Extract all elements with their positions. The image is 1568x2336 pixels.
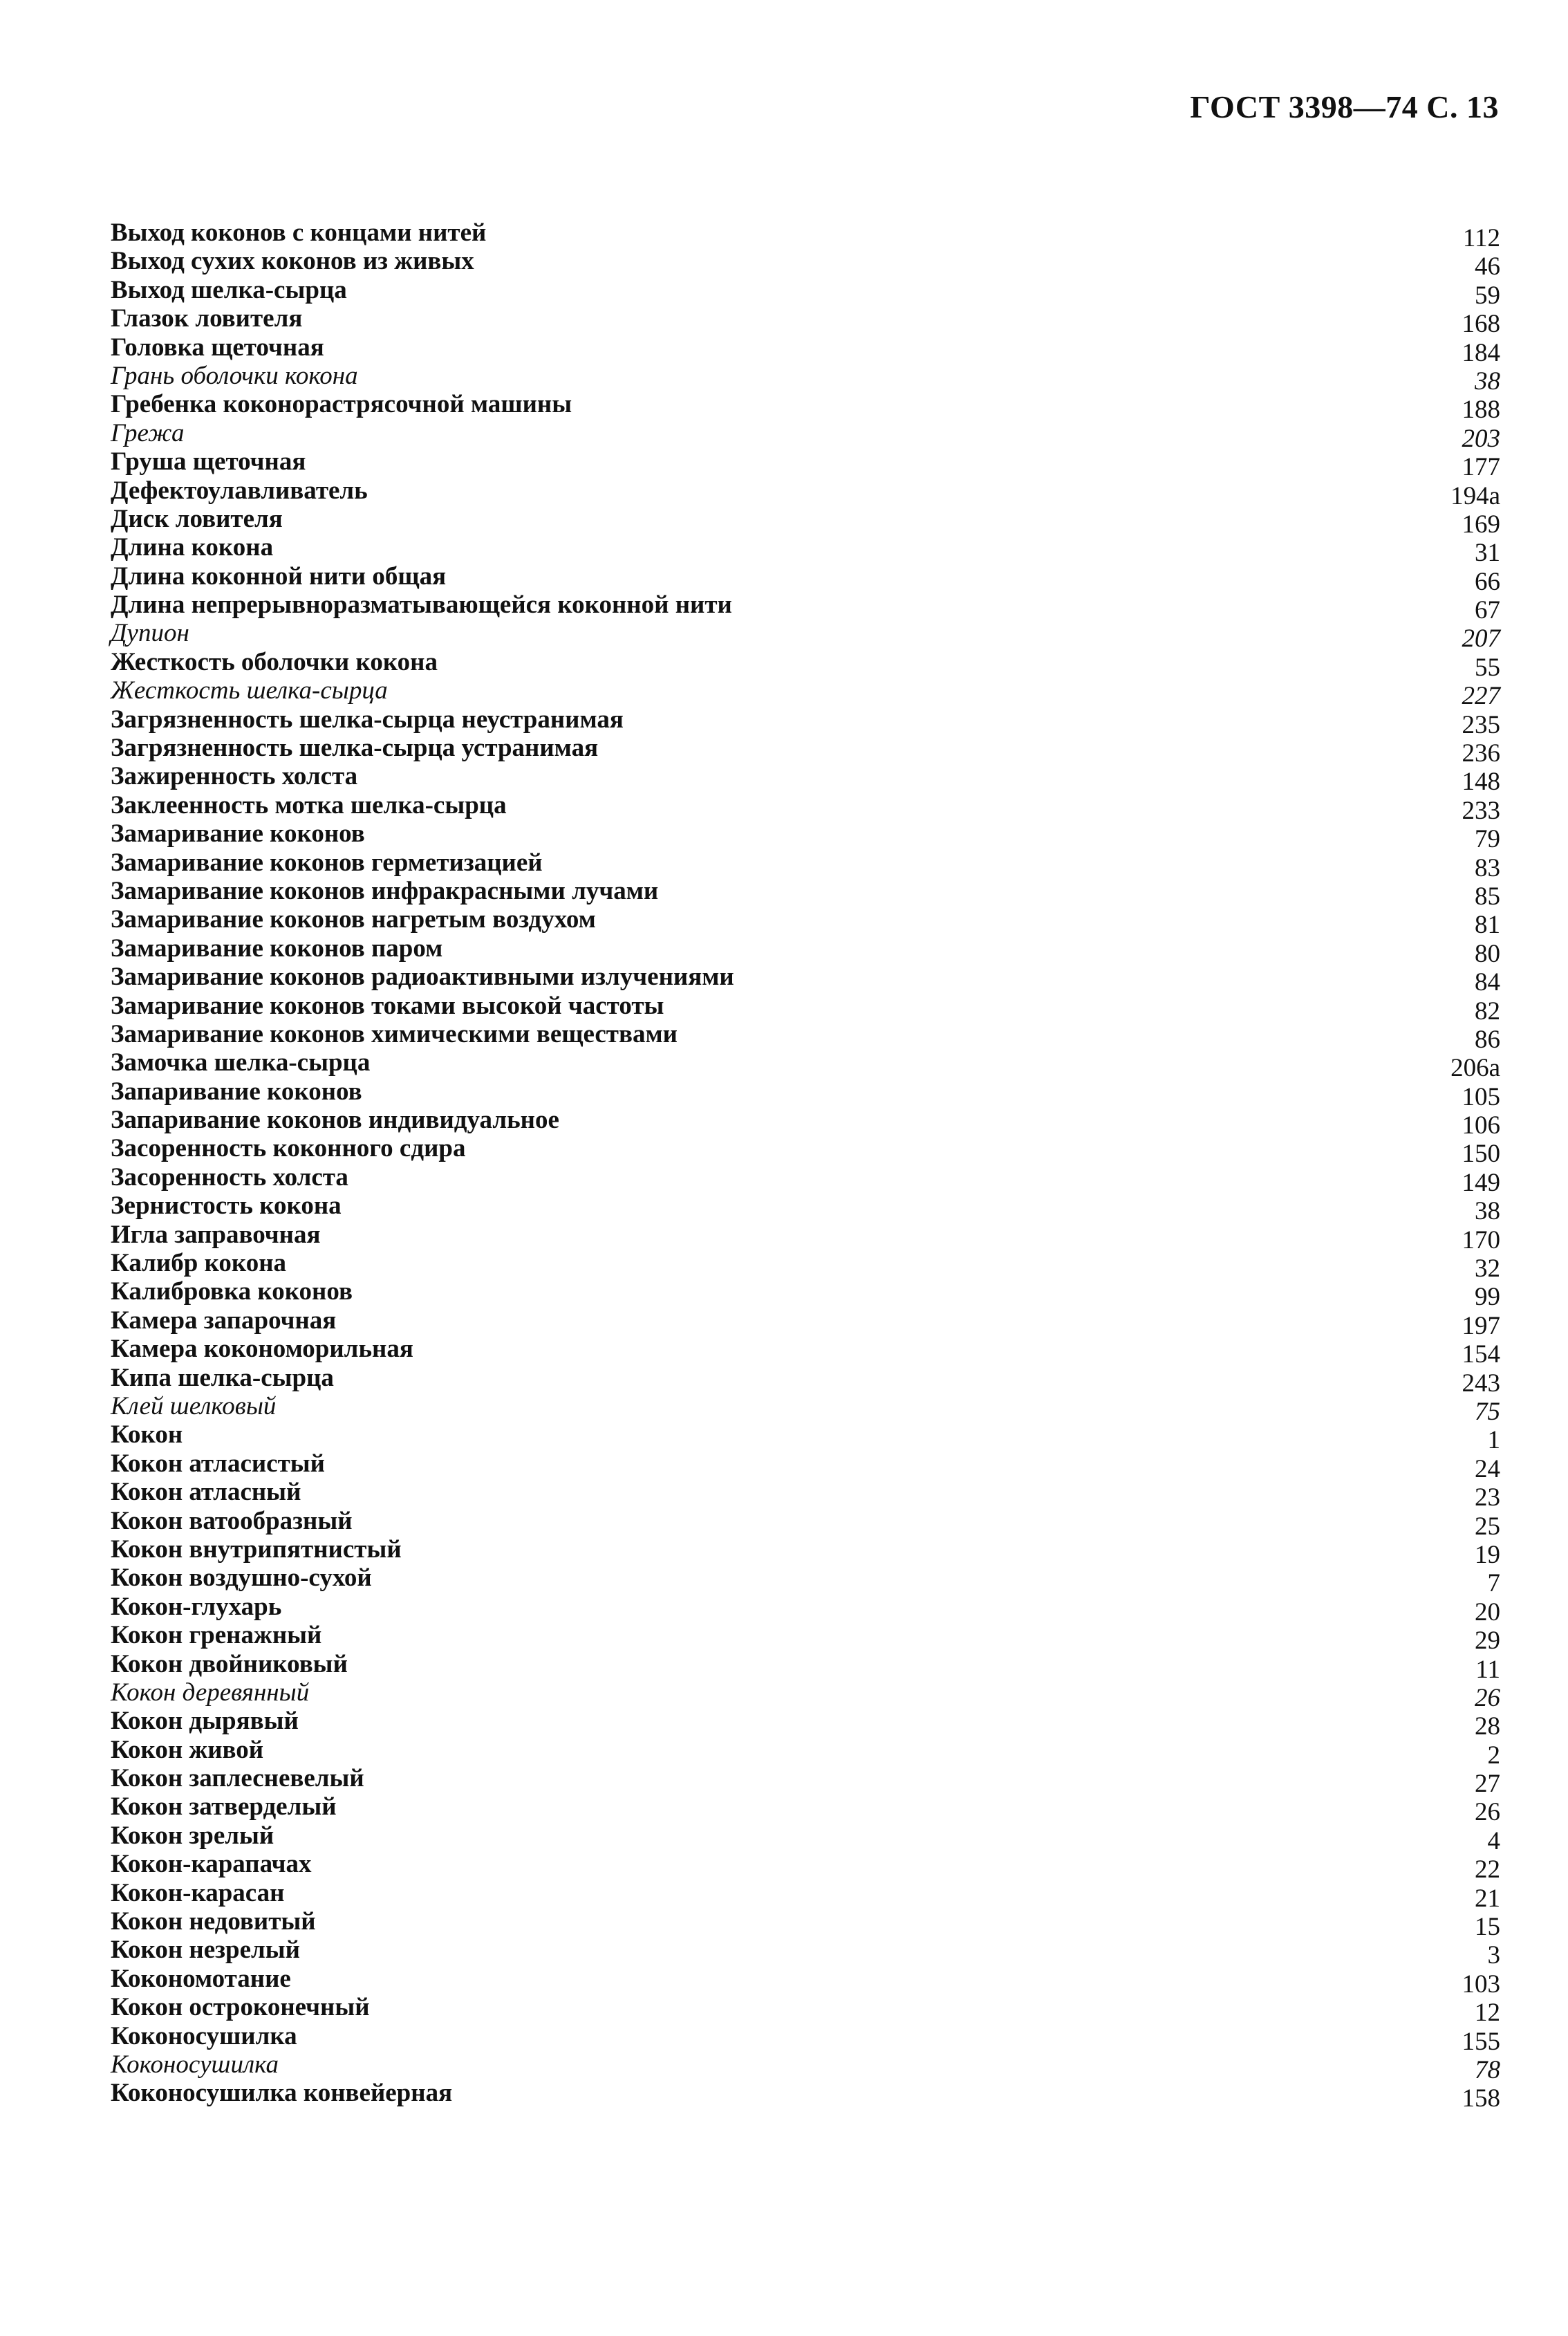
- index-term: Кокон гренажный: [111, 1621, 322, 1650]
- index-page-number: 206а: [1450, 1054, 1500, 1083]
- index-row: [111, 762, 1500, 797]
- index-page-number: 85: [1475, 882, 1500, 911]
- index-term: Кокон дырявый: [111, 1707, 299, 1736]
- index-row: [111, 905, 1500, 940]
- index-term: Кипа шелка-сырца: [111, 1363, 334, 1392]
- index-row: [111, 963, 1500, 997]
- index-row: [111, 991, 1500, 1026]
- index-row: [111, 1907, 1500, 1942]
- index-term: Кокон живой: [111, 1735, 264, 1764]
- index-page-number: 207: [1462, 624, 1500, 653]
- index-page-number: 12: [1475, 1999, 1500, 2028]
- index-term: Кокон остроконечный: [111, 1993, 370, 2022]
- index-term: Загрязненность шелка-сырца устранимая: [111, 734, 599, 763]
- index-page-number: 170: [1462, 1225, 1500, 1254]
- index-page-number: 150: [1462, 1140, 1500, 1169]
- index-row: [111, 1821, 1500, 1855]
- index-row: [111, 1277, 1500, 1312]
- index-page-number: 4: [1487, 1826, 1500, 1855]
- index-term: Загрязненность шелка-сырца неустранимая: [111, 705, 624, 734]
- index-term: Замаривание коконов инфракрасными лучами: [111, 876, 659, 905]
- index-row: [111, 1878, 1500, 1913]
- index-page-number: 155: [1462, 2027, 1500, 2056]
- index-row: [111, 1850, 1500, 1884]
- index-row: [111, 591, 1500, 625]
- index-page-number: 19: [1475, 1540, 1500, 1569]
- index-row: [111, 1735, 1500, 1770]
- index-row: [111, 1564, 1500, 1598]
- index-page-number: 46: [1475, 252, 1500, 281]
- index-row: [111, 447, 1500, 482]
- index-row: [111, 1220, 1500, 1254]
- index-term: Грежа: [111, 418, 185, 447]
- index-page-number: 78: [1475, 2055, 1500, 2084]
- index-row: [111, 390, 1500, 425]
- index-row: [111, 1106, 1500, 1140]
- index-page-number: 79: [1475, 825, 1500, 854]
- index-row: [111, 1449, 1500, 1483]
- index-page-number: 86: [1475, 1025, 1500, 1054]
- index-row: [111, 1993, 1500, 2028]
- index-term: Жесткость оболочки кокона: [111, 647, 438, 676]
- index-row: [111, 1678, 1500, 1712]
- index-row: [111, 333, 1500, 367]
- index-row: [111, 647, 1500, 682]
- index-row: [111, 2021, 1500, 2056]
- index-term: Кокон-карапачах: [111, 1850, 312, 1879]
- index-page-number: 103: [1462, 1969, 1500, 1999]
- index-page-number: 7: [1487, 1569, 1500, 1598]
- index-row: [111, 1077, 1500, 1111]
- index-term: Игла заправочная: [111, 1220, 321, 1249]
- index-term: Кокон-глухарь: [111, 1592, 282, 1621]
- index-term: Запаривание коконов индивидуальное: [111, 1106, 559, 1135]
- index-page-number: 158: [1462, 2084, 1500, 2113]
- index-row: [111, 361, 1500, 396]
- index-row: [111, 1192, 1500, 1226]
- index-page-number: 3: [1487, 1941, 1500, 1970]
- index-row: [111, 533, 1500, 568]
- index-page-number: 59: [1475, 281, 1500, 310]
- index-term: Камера кокономорильная: [111, 1335, 413, 1364]
- index-row: [111, 275, 1500, 310]
- index-page-number: 21: [1475, 1884, 1500, 1913]
- index-term: Головка щеточная: [111, 333, 324, 362]
- index-row: [111, 1048, 1500, 1083]
- index-term: Замаривание коконов герметизацией: [111, 848, 543, 877]
- index-term: Замаривание коконов нагретым воздухом: [111, 905, 596, 934]
- index-row: [111, 1162, 1500, 1197]
- index-term: Кокон двойниковый: [111, 1649, 348, 1678]
- index-page-number: 31: [1475, 539, 1500, 568]
- index-row: [111, 1764, 1500, 1799]
- index-term: Жесткость шелка-сырца: [111, 676, 388, 705]
- index-term: Засоренность коконного сдира: [111, 1134, 466, 1163]
- index-page-number: 197: [1462, 1311, 1500, 1340]
- index-term: Груша щеточная: [111, 447, 306, 476]
- index-page-number: 194а: [1450, 481, 1500, 510]
- index-term: Кокон атласный: [111, 1478, 301, 1507]
- index-page-number: 168: [1462, 310, 1500, 339]
- index-row: [111, 1792, 1500, 1827]
- index-page-number: 66: [1475, 567, 1500, 596]
- term-index-list: [111, 218, 1500, 2113]
- index-page-number: 32: [1475, 1254, 1500, 1283]
- index-row: [111, 1420, 1500, 1455]
- index-page-number: 236: [1462, 739, 1500, 768]
- index-page-number: 233: [1462, 796, 1500, 825]
- index-page-number: 235: [1462, 710, 1500, 739]
- index-page-number: 38: [1475, 1197, 1500, 1226]
- index-page-number: 55: [1475, 653, 1500, 682]
- index-row: [111, 1134, 1500, 1169]
- index-page-number: 148: [1462, 768, 1500, 797]
- index-row: [111, 619, 1500, 653]
- index-row: [111, 848, 1500, 882]
- index-page-number: 83: [1475, 853, 1500, 882]
- index-page-number: 82: [1475, 996, 1500, 1026]
- index-term: Коконосушилка конвейерная: [111, 2079, 453, 2108]
- index-row: [111, 1392, 1500, 1426]
- index-row: [111, 819, 1500, 854]
- index-row: [111, 1478, 1500, 1512]
- index-page-number: 26: [1475, 1683, 1500, 1712]
- index-term: Замаривание коконов: [111, 819, 365, 849]
- index-page-number: 106: [1462, 1111, 1500, 1140]
- index-term: Глазок ловителя: [111, 304, 303, 333]
- index-term: Кокон деревянный: [111, 1678, 310, 1707]
- index-term: Клей шелковый: [111, 1392, 277, 1420]
- index-term: Диск ловителя: [111, 504, 283, 533]
- index-page-number: 149: [1462, 1168, 1500, 1197]
- index-term: Заклеенность мотка шелка-сырца: [111, 790, 507, 819]
- index-page-number: 24: [1475, 1454, 1500, 1483]
- index-row: [111, 1019, 1500, 1054]
- index-page-number: 1: [1487, 1426, 1500, 1455]
- index-row: [111, 1335, 1500, 1369]
- index-term: Длина непрерывноразматывающейся коконной нити: [111, 591, 732, 620]
- index-page-number: 227: [1462, 682, 1500, 711]
- index-page-number: 75: [1475, 1398, 1500, 1426]
- index-row: [111, 1535, 1500, 1569]
- index-row: [111, 1649, 1500, 1684]
- index-page-number: 188: [1462, 396, 1500, 425]
- index-page-number: 169: [1462, 510, 1500, 539]
- index-row: [111, 2050, 1500, 2084]
- index-term: Грань оболочки кокона: [111, 361, 358, 390]
- page-header: ГОСТ 3398—74 С. 13: [1190, 89, 1499, 124]
- index-row: [111, 1506, 1500, 1541]
- index-page-number: 67: [1475, 596, 1500, 625]
- index-term: Кокон внутрипятнистый: [111, 1535, 402, 1564]
- index-page-number: 177: [1462, 453, 1500, 482]
- index-page-number: 184: [1462, 338, 1500, 367]
- index-term: Зажиренность холста: [111, 762, 358, 791]
- index-row: [111, 1306, 1500, 1340]
- index-term: Кокон недовитый: [111, 1907, 316, 1936]
- index-term: Кокон незрелый: [111, 1936, 300, 1965]
- index-term: Выход шелка-сырца: [111, 275, 347, 304]
- index-term: Засоренность холста: [111, 1162, 348, 1192]
- index-row: [111, 1249, 1500, 1283]
- index-term: Замаривание коконов химическими веществами: [111, 1019, 678, 1048]
- index-term: Калибр кокона: [111, 1249, 287, 1278]
- index-page-number: 28: [1475, 1712, 1500, 1741]
- index-row: [111, 934, 1500, 968]
- index-term: Замаривание коконов радиоактивными излучениями: [111, 963, 734, 992]
- index-row: [111, 476, 1500, 510]
- index-page-number: 23: [1475, 1483, 1500, 1512]
- index-row: [111, 304, 1500, 339]
- index-row: [111, 1707, 1500, 1741]
- index-row: [111, 676, 1500, 711]
- index-term: Коконосушилка: [111, 2050, 279, 2079]
- index-term: Замочка шелка-сырца: [111, 1048, 371, 1077]
- index-term: Замаривание коконов токами высокой частоты: [111, 991, 664, 1020]
- index-page-number: 84: [1475, 968, 1500, 997]
- index-term: Выход коконов с концами нитей: [111, 218, 487, 247]
- index-term: Камера запарочная: [111, 1306, 337, 1335]
- index-term: Кокономотание: [111, 1964, 291, 1993]
- index-term: Длина коконной нити общая: [111, 562, 447, 591]
- index-page-number: 203: [1462, 424, 1500, 453]
- index-term: Гребенка коконорастрясочной машины: [111, 390, 572, 419]
- index-term: Длина кокона: [111, 533, 274, 562]
- index-page-number: 80: [1475, 939, 1500, 968]
- index-row: [111, 2079, 1500, 2113]
- index-row: [111, 218, 1500, 252]
- index-row: [111, 418, 1500, 453]
- index-page-number: 20: [1475, 1597, 1500, 1626]
- index-term: Кокон воздушно-сухой: [111, 1564, 372, 1593]
- index-term: Кокон: [111, 1420, 183, 1449]
- index-term: Выход сухих коконов из живых: [111, 247, 474, 276]
- index-term: Кокон зрелый: [111, 1821, 274, 1850]
- index-page-number: 81: [1475, 911, 1500, 940]
- index-row: [111, 1964, 1500, 1999]
- index-row: [111, 1621, 1500, 1656]
- index-term: Запаривание коконов: [111, 1077, 362, 1106]
- index-term: Кокон затверделый: [111, 1792, 337, 1821]
- index-row: [111, 734, 1500, 768]
- index-page-number: 22: [1475, 1855, 1500, 1884]
- index-page-number: 29: [1475, 1626, 1500, 1656]
- index-page-number: 105: [1462, 1082, 1500, 1111]
- index-term: Коконосушилка: [111, 2021, 297, 2050]
- index-page-number: 99: [1475, 1283, 1500, 1312]
- index-term: Кокон-карасан: [111, 1878, 285, 1907]
- index-row: [111, 504, 1500, 539]
- index-row: [111, 247, 1500, 281]
- index-row: [111, 1592, 1500, 1626]
- index-row: [111, 562, 1500, 596]
- index-row: [111, 1363, 1500, 1398]
- index-page-number: 15: [1475, 1913, 1500, 1942]
- index-term: Калибровка коконов: [111, 1277, 353, 1306]
- index-page-number: 26: [1475, 1798, 1500, 1827]
- index-row: [111, 876, 1500, 911]
- index-term: Кокон атласистый: [111, 1449, 325, 1478]
- index-term: Дефектоулавливатель: [111, 476, 368, 505]
- index-row: [111, 1936, 1500, 1970]
- index-page-number: 112: [1462, 223, 1500, 252]
- index-page-number: 25: [1475, 1512, 1500, 1541]
- index-term: Кокон заплесневелый: [111, 1764, 364, 1793]
- index-row: [111, 790, 1500, 825]
- index-page-number: 2: [1487, 1741, 1500, 1770]
- index-term: Замаривание коконов паром: [111, 934, 443, 963]
- index-term: Дупион: [111, 619, 189, 648]
- index-page-number: 38: [1475, 367, 1500, 396]
- index-page-number: 243: [1462, 1369, 1500, 1398]
- index-page-number: 11: [1475, 1655, 1500, 1684]
- index-term: Зернистость кокона: [111, 1192, 342, 1221]
- index-page-number: 154: [1462, 1340, 1500, 1369]
- index-page-number: 27: [1475, 1770, 1500, 1799]
- index-row: [111, 705, 1500, 739]
- index-term: Кокон ватообразный: [111, 1506, 353, 1535]
